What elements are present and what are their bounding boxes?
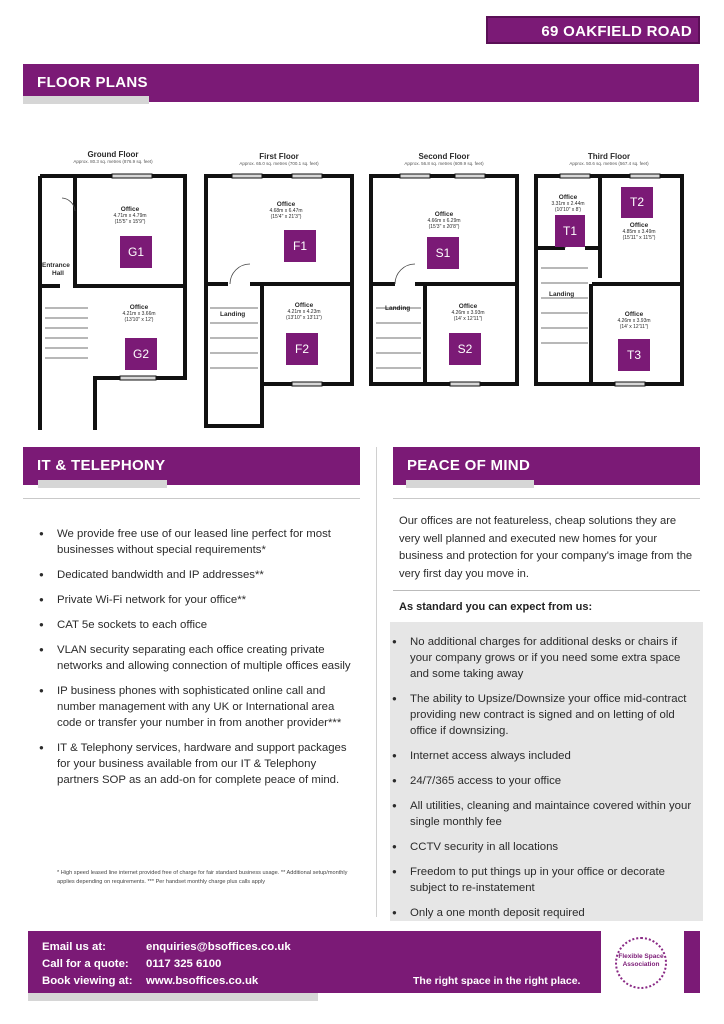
it-bullet-list (37, 526, 357, 797)
room-badge-t1: T1 (555, 215, 585, 247)
room-f1-label: Office 4.68m x 6.47m (15'4" x 21'3") (269, 201, 303, 220)
heading-underbar (23, 96, 149, 104)
list-item: ● Private Wi-Fi network for your office** (37, 592, 357, 608)
fsa-badge (606, 935, 678, 991)
benefits-panel (390, 622, 703, 921)
list-item: ● IP business phones with sophisticated online call and number management with any UK or International area code or transfer your number in from another provider*** (37, 683, 357, 731)
divider (393, 590, 700, 591)
room-g1-label: Office 4.71m x 4.79m (15'5" x 15'9") (113, 206, 147, 225)
room-t1-label: Office 3.31m x 2.44m (10'10" x 8') (551, 194, 585, 213)
plan-area: Approx. 65.0 sq. metres (700.1 sq. feet) (239, 161, 319, 166)
list-item: ● 24/7/365 access to your office (390, 773, 696, 789)
address-tag: 69 OAKFIELD ROAD (486, 16, 700, 44)
list-item: ● IT & Telephony services, hardware and support packages for your business available from our IT & Telephony partners SOP as an add-on for complete peace of mind. (37, 740, 357, 788)
list-item: ● Freedom to put things up in your office or decorate subject to re-instatement (390, 864, 696, 896)
room-badge-g1: G1 (120, 236, 152, 268)
divider (393, 498, 700, 499)
it-telephony-heading: IT & TELEPHONY (23, 447, 360, 485)
column-divider (376, 447, 377, 917)
phone-link[interactable]: 0117 325 6100 (146, 958, 222, 970)
landing-label: Landing (385, 305, 411, 312)
floor-plans-heading: FLOOR PLANS (23, 64, 699, 102)
second-floor-title-block (369, 152, 519, 166)
entrance-hall-label: Entrance Hall (42, 262, 70, 277)
room-badge-t3: T3 (618, 339, 650, 371)
third-floor-title-block (534, 152, 684, 166)
it-footnote: * High speed leased line internet provided free of charge for fair standard business usage. ** Additional setup/monthly applies depending on requirements. *** Per handset monthly charge plus calls apply (57, 870, 348, 885)
room-badge-s1: S1 (427, 237, 459, 269)
first-floor-title-block (204, 152, 354, 166)
plan-area: Approx. 56.8 sq. metres (609.9 sq. feet) (404, 161, 484, 166)
plan-title: Second Floor (418, 152, 470, 161)
peace-intro: Our offices are not featureless, cheap solutions they are very well planned and executed new homes for your business and protection for your company's image from the very first day you move in. (399, 515, 693, 580)
tagline: The right space in the right place. (413, 975, 581, 987)
list-item: ● Internet access always included (390, 748, 696, 764)
footer-bar (28, 931, 601, 993)
room-f2-label: Office 4.21m x 4.23m (13'10" x 13'11") (286, 302, 322, 321)
room-badge-g2: G2 (125, 338, 157, 370)
list-item: ● No additional charges for additional desks or chairs if your company grows or if you need some extra space and some taking away (390, 634, 696, 682)
list-item: ● CAT 5e sockets to each office (37, 617, 357, 633)
room-s2-label: Office 4.26m x 3.93m (14' x 12'11") (451, 303, 485, 322)
plan-area: Approx. 80.3 sq. metres (876.9 sq. feet) (73, 159, 153, 164)
footer-email-row (42, 941, 291, 958)
room-badge-t2: T2 (621, 187, 653, 218)
footer-web-row (42, 975, 291, 992)
heading-underbar (406, 480, 534, 488)
plan-title: First Floor (259, 152, 299, 161)
peace-subheading: As standard you can expect from us: (399, 601, 593, 613)
plan-area: Approx. 50.6 sq. metres (567.4 sq. feet) (569, 161, 649, 166)
web-label: Book viewing at: (42, 975, 133, 987)
list-item: ● We provide free use of our leased line perfect for most businesses without special requirements* (37, 526, 357, 558)
list-item: ● CCTV security in all locations (390, 839, 696, 855)
landing-label: Landing (220, 311, 246, 318)
peace-of-mind-heading: PEACE OF MIND (393, 447, 700, 485)
room-g2-label: Office 4.21m x 3.66m (13'10" x 12') (122, 304, 156, 323)
room-badge-f1: F1 (284, 230, 316, 262)
plan-title: Ground Floor (87, 150, 139, 159)
web-link[interactable]: www.bsoffices.co.uk (146, 975, 259, 987)
room-t2-label: Office 4.85m x 3.49m (15'11" x 11'5") (622, 222, 656, 241)
list-item: ● All utilities, cleaning and maintaince covered within your single monthly fee (390, 798, 696, 830)
footer-accent-bar (684, 931, 700, 993)
phone-label: Call for a quote: (42, 958, 129, 970)
room-t3-label: Office 4.26m x 3.93m (14' x 12'11") (617, 311, 651, 330)
ground-floor-title-block (38, 150, 188, 164)
room-badge-f2: F2 (286, 333, 318, 365)
fsa-text: Flexible Space Association (618, 953, 664, 968)
plan-title: Third Floor (587, 152, 631, 161)
list-item: ● The ability to Upsize/Downsize your office mid-contract providing new contract is signed and on letting of old office if downsizing. (390, 691, 696, 739)
room-s1-label: Office 4.66m x 6.29m (15'3" x 20'8") (427, 211, 461, 230)
email-link[interactable]: enquiries@bsoffices.co.uk (146, 941, 291, 953)
email-label: Email us at: (42, 941, 106, 953)
list-item: ● Dedicated bandwidth and IP addresses** (37, 567, 357, 583)
list-item: ● Only a one month deposit required (390, 905, 696, 921)
divider (23, 498, 360, 499)
landing-label: Landing (549, 291, 575, 298)
peace-bullet-list (390, 634, 696, 930)
footer-underbar (28, 993, 318, 1001)
footer-phone-row (42, 958, 291, 975)
room-badge-s2: S2 (449, 333, 481, 365)
heading-underbar (38, 480, 167, 488)
list-item: ● VLAN security separating each office creating private networks and allowing connection of multiple offices easily (37, 642, 357, 674)
